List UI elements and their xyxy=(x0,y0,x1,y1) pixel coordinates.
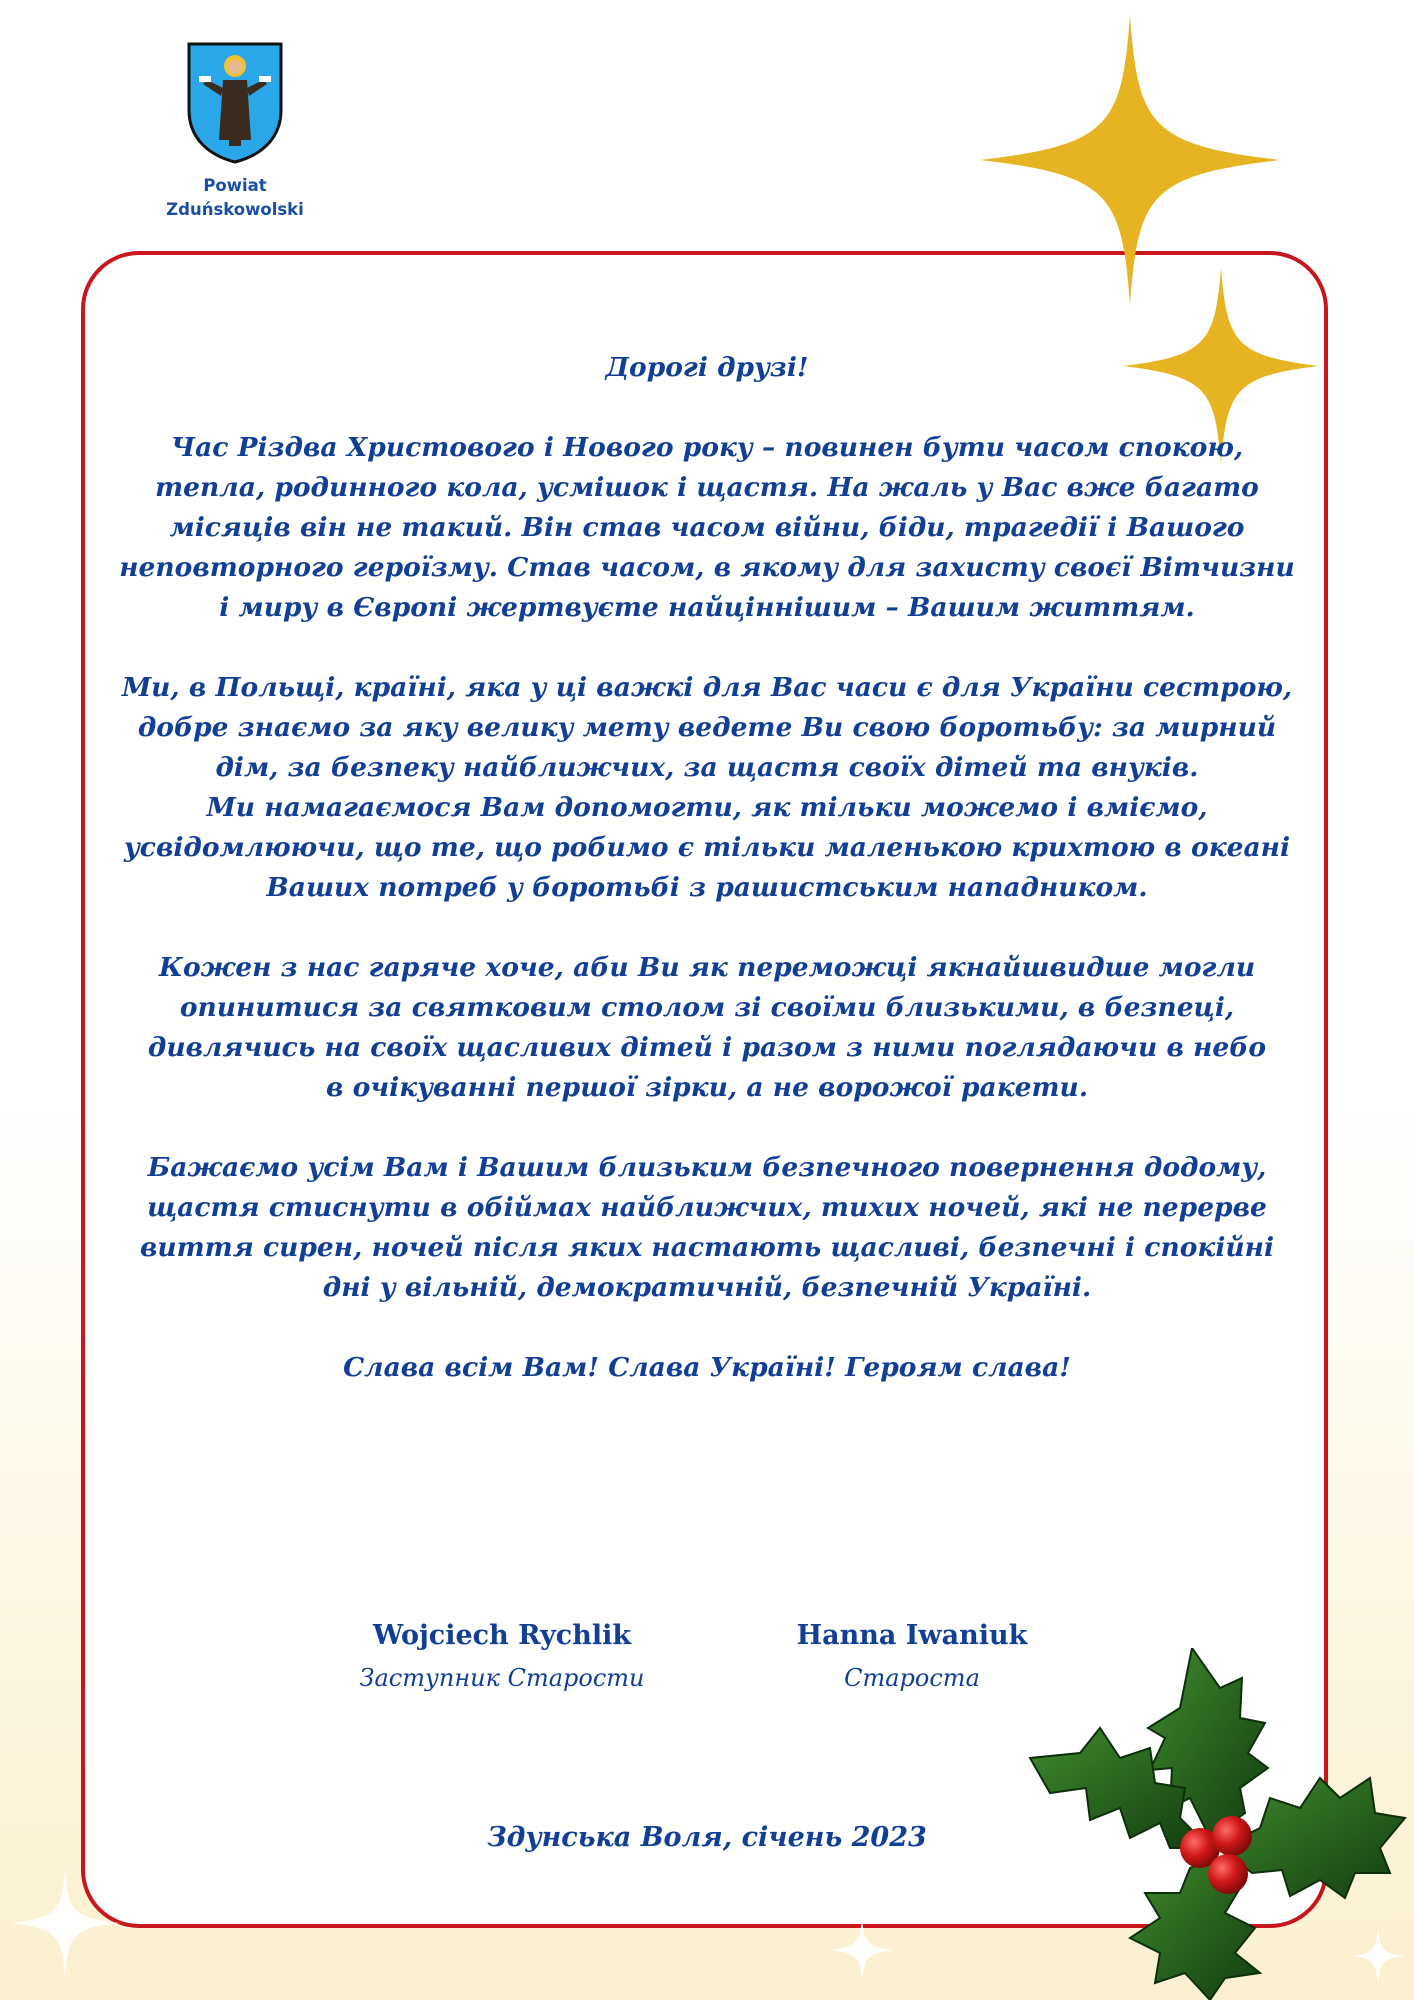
closing-place-date: Здунська Воля, січень 2023 xyxy=(487,1822,927,1853)
letter-body xyxy=(0,348,1414,1428)
holly-decoration-icon xyxy=(1020,1648,1414,2000)
signature-name: Wojciech Rychlik xyxy=(372,1620,632,1651)
coat-of-arms-logo xyxy=(140,40,330,222)
signature-title: Заступник Старости xyxy=(359,1664,645,1692)
signature-title: Староста xyxy=(844,1664,980,1692)
coat-of-arms-icon xyxy=(185,40,285,164)
white-sparkle-left-icon xyxy=(10,1868,120,1978)
logo-line-2: Zduńskowolski xyxy=(166,200,304,219)
white-sparkle-middle-icon xyxy=(830,1918,894,1982)
letter-slogan: Слава всім Вам! Слава Україні! Героям слава! xyxy=(343,1352,1071,1383)
letter-paragraph-1: Час Різдва Христового і Нового року – повинен бути часом спокою, тепла, родинного кола, усмішок і щастя. На жаль у Вас вже багато місяців він не такий. Він став часом війни, біди, трагедії і Вашого неповторного героїзму. Став часом, в якому для захисту своєї Вітчизни і миру в Європі жертвуєте найціннішим – Вашим життям. xyxy=(119,432,1295,623)
letter-paragraph-3: Кожен з нас гаряче хоче, аби Ви як переможці якнайшвидше могли опинитися за святковим столом зі своїми близькими, в безпеці, дивлячись на своїх щасливих дітей і разом з ними поглядаючи в небо в очікуванні першої зірки, а не ворожої ракети. xyxy=(147,952,1267,1103)
letter-paragraph-2: Ми, в Польщі, країні, яка у ці важкі для Вас часи є для України сестрою, добре знаємо за яку велику мету ведете Ви свою боротьбу: за мирний дім, за безпеку найближчих, за щастя своїх дітей та внуків. Ми намагаємося Вам допомогти, як тільки можемо і вміємо, усвідомлюючи, що те, що робимо є тільки маленькою крихтою в океані Ваших потреб у боротьбі з рашистським нападником. xyxy=(121,672,1293,903)
letter-salutation: Дорогі друзі! xyxy=(605,352,809,383)
logo-line-1: Powiat xyxy=(203,176,267,195)
letter-paragraph-4: Бажаємо усім Вам і Вашим близьким безпечного повернення додому, щастя стиснути в обіймах найближчих, тихих ночей, які не перерве виття сирен, ночей після яких настають щасливі, безпечні і спокійні дні у вільній, демократичній, безпечній Україні. xyxy=(139,1152,1275,1303)
signature-deputy xyxy=(342,1616,662,1696)
gold-star-large-icon xyxy=(980,15,1280,305)
logo-text xyxy=(140,174,330,222)
signature-name: Hanna Iwaniuk xyxy=(796,1620,1028,1651)
